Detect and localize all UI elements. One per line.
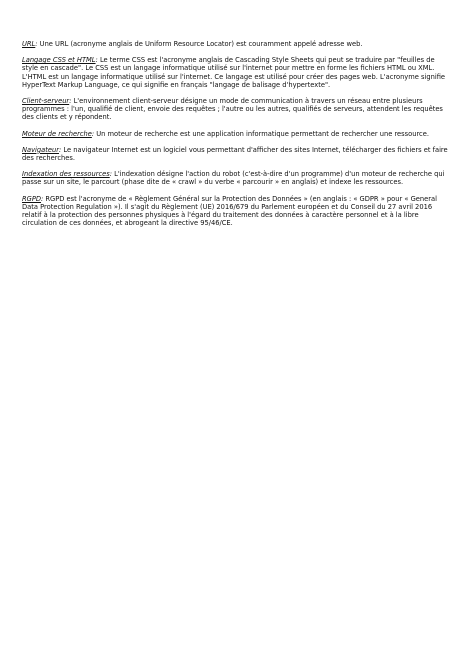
definition-rgpd: RGPD est l'acronyme de « Règlement Général sur la Protection des Données » (en anglais : « GDPR » pour « General Data Protection Regulation »). Il s'agit du Règlement (UE) 2016/679 du Parlement européen et du Conseil du 27 avril 2016 relatif à la protection des personnes physiques à l'égard du traitement des données à caractère personnel et à la libre circulation de ces données, et abrogeant la directive 95/46/CE.	[22, 194, 437, 228]
term-client-serveur: Client-serveur	[22, 97, 70, 106]
term-navigateur: Navigateur	[22, 145, 59, 154]
term-css-html: Langage CSS et HTML	[22, 56, 96, 65]
entry-url: URL: Une URL (acronyme anglais de Uniform Resource Locator) est couramment appelé adresse web.	[22, 40, 363, 48]
entry-moteur-recherche: Moteur de recherche: Un moteur de recherche est une application informatique permettant de rechercher une ressource.	[22, 129, 429, 138]
term-moteur-recherche: Moteur de recherche	[22, 129, 92, 138]
term-indexation: Indexation des ressources	[22, 170, 110, 179]
definition-client-serveur: L'environnement client-serveur désigne un mode de communication à travers un réseau entre plusieurs programmes : l'un, qualifié de client, envoie des requêtes ; l'autre ou les autres, qualifiés de serveurs, attendent les requêtes des clients et y répondent.	[22, 97, 443, 122]
entry-rgpd: RGPD: RGPD est l'acronyme de « Règlement Général sur la Protection des Données » (en anglais : « GDPR » pour « General Data Protection Regulation »). Il s'agit du Règlement (UE) 2016/679 du Parlement européen et du Conseil du 27 avril 2016 relatif à la protection des personnes physiques à l'égard du traitement des données à caractère personnel et à la libre circulation de ces données, et abrogeant la directive 95/46/CE.	[22, 194, 437, 228]
definition-indexation: L'indexation désigne l'action du robot (c'est-à-dire d'un programme) d'un moteur de recherche qui passe sur un site, le parcourt (phase dite de « crawl » du verbe « parcourir » en anglais) et indexe les ressources.	[22, 170, 445, 187]
entry-css-html: Langage CSS et HTML: Le terme CSS est l'acronyme anglais de Cascading Style Sheets qui peut se traduire par "feuilles de style en cascade". Le CSS est un langage informatique utilisé sur l'internet pour mettre en forme les fichiers HTML ou XML. L'HTML est un langage informatique utilisé sur l'internet. Ce langage est utilisé pour créer des pages web. L'acronyme signifie HyperText Markup Language, ce qui signifie en français "langage de balisage d'hypertexte".	[22, 56, 446, 89]
entry-client-serveur: Client-serveur: L'environnement client-serveur désigne un mode de communication à travers un réseau entre plusieurs programmes : l'un, qualifié de client, envoie des requêtes ; l'autre ou les autres, qualifiés de serveurs, attendent les requêtes des clients et y répondent.	[22, 97, 443, 122]
definition-moteur-recherche: Un moteur de recherche est une application informatique permettant de rechercher une ressource.	[96, 129, 429, 138]
definition-navigateur: Le navigateur Internet est un logiciel vous permettant d'afficher des sites Internet, télécharger des fichiers et faire des recherches.	[22, 145, 448, 163]
term-url: URL	[22, 40, 36, 48]
definition-url: Une URL (acronyme anglais de Uniform Resource Locator) est couramment appelé adresse web.	[39, 40, 363, 48]
definition-css-html: Le terme CSS est l'acronyme anglais de Cascading Style Sheets qui peut se traduire par "feuilles de style en cascade". Le CSS est un langage informatique utilisé sur l'internet pour mettre en forme les fichiers HTML ou XML. L'HTML est un langage informatique utilisé sur l'internet. Ce langage est utilisé pour créer des pages web. L'acronyme signifie HyperText Markup Language, ce qui signifie en français "langage de balisage d'hypertexte".	[22, 56, 446, 89]
entry-navigateur: Navigateur: Le navigateur Internet est un logiciel vous permettant d'afficher des sites Internet, télécharger des fichiers et faire des recherches.	[22, 145, 448, 163]
term-rgpd: RGPD	[22, 194, 42, 203]
entry-indexation: Indexation des ressources: L'indexation désigne l'action du robot (c'est-à-dire d'un programme) d'un moteur de recherche qui passe sur un site, le parcourt (phase dite de « crawl » du verbe « parcourir » en anglais) et indexe les ressources.	[22, 170, 445, 187]
